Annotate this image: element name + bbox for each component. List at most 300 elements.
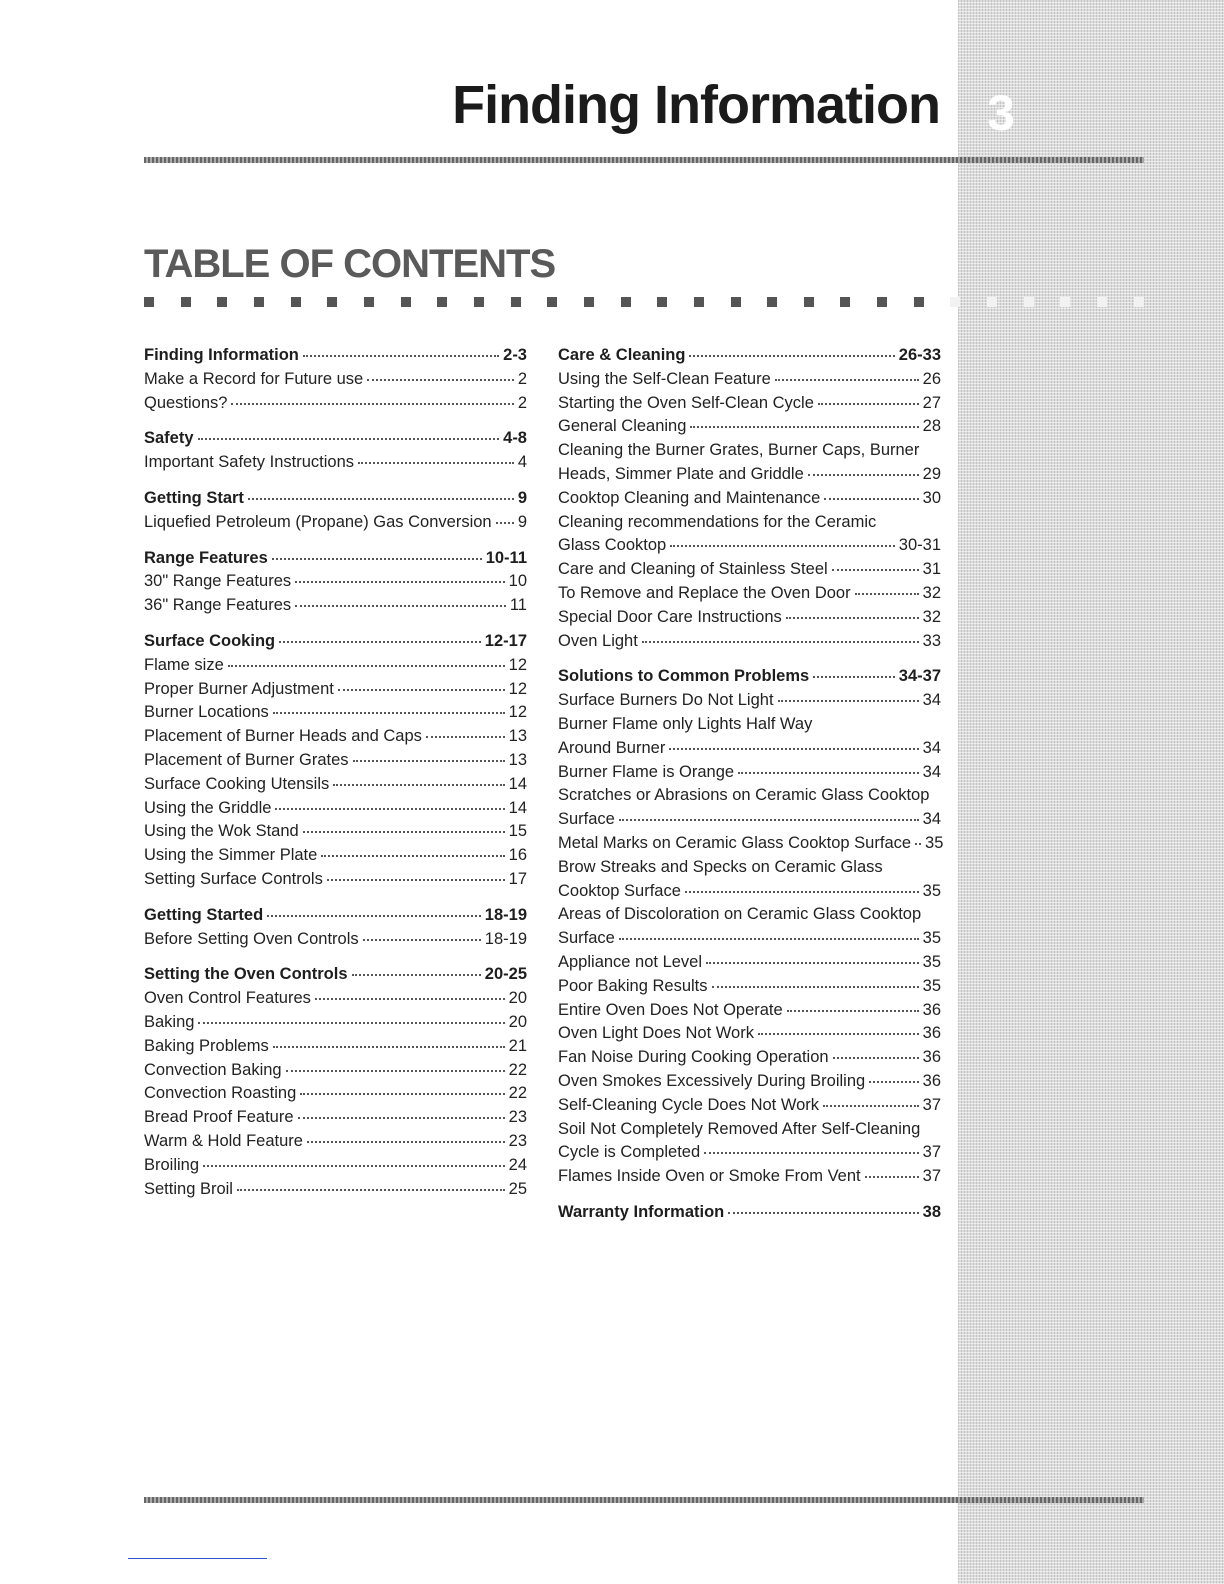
toc-entry[interactable] (144, 846, 527, 870)
toc-entry[interactable] (558, 584, 941, 608)
toc-entry[interactable] (558, 1167, 941, 1191)
toc-entry[interactable] (144, 727, 527, 751)
toc-section-label: Surface Cooking (144, 631, 276, 650)
page-number: 18-19 (484, 929, 527, 948)
page-number: 37 (922, 1143, 941, 1162)
page-number: 37 (922, 1095, 941, 1114)
page-number: 36 (922, 1000, 941, 1019)
dot-leader (496, 522, 514, 524)
page-number: 12 (508, 655, 527, 674)
toc-entry-line (558, 513, 941, 537)
dot-leader (298, 1117, 505, 1119)
toc-entry[interactable] (144, 822, 527, 846)
toc-entry[interactable] (144, 751, 527, 775)
page-number: 35 (925, 833, 944, 852)
dot-leader (712, 986, 919, 988)
page-number: 32 (922, 607, 941, 626)
page-number: 10-11 (485, 548, 527, 567)
toc-entry-label: Around Burner (558, 738, 666, 757)
toc-entry[interactable] (558, 632, 941, 656)
page-number: 37 (922, 1167, 941, 1186)
page-number: 2-3 (503, 346, 527, 364)
dot-leader (279, 641, 481, 643)
divider-square (694, 297, 704, 307)
toc-entry-label: Burner Locations (144, 703, 269, 722)
toc-section-label: Setting the Oven Controls (144, 965, 348, 984)
page-number: 20-25 (484, 965, 527, 984)
page-number: 17 (508, 869, 527, 888)
page-number: 33 (922, 631, 941, 650)
page-number: 23 (508, 1131, 527, 1150)
toc-entry-line (558, 441, 941, 465)
divider-square (1060, 297, 1070, 307)
toc-entry-label: 36" Range Features (144, 596, 292, 615)
dot-leader (327, 879, 505, 881)
toc-entry-label: Entire Oven Does Not Operate (558, 1000, 783, 1019)
toc-entry[interactable] (144, 1108, 527, 1132)
toc-entry[interactable] (144, 453, 527, 477)
toc-entry-label: Using the Wok Stand (144, 822, 299, 841)
toc-entry-label: Oven Light Does Not Work (558, 1024, 754, 1043)
toc-entry[interactable] (144, 1013, 527, 1037)
toc-entry[interactable] (144, 1037, 527, 1061)
dot-leader (295, 605, 506, 607)
toc-entry-label: Setting Broil (144, 1179, 233, 1198)
toc-section-label: Care & Cleaning (558, 346, 686, 364)
divider-square (877, 297, 887, 307)
toc-entry-label: Using the Griddle (144, 798, 272, 817)
divider-square (584, 297, 594, 307)
toc-entry[interactable] (144, 703, 527, 727)
dot-leader (358, 462, 514, 464)
toc-entry-label: Oven Light (558, 631, 638, 650)
divider-square (731, 297, 741, 307)
toc-entry-label: General Cleaning (558, 417, 687, 436)
dot-leader (619, 938, 919, 940)
toc-entry-label: Proper Burner Adjustment (144, 679, 334, 698)
dot-leader (915, 843, 921, 845)
toc-entry-label: Surface (558, 810, 615, 829)
square-divider (144, 297, 1144, 309)
divider-square (181, 297, 191, 307)
toc-entry-label: Metal Marks on Ceramic Glass Cooktop Surface (558, 833, 912, 852)
toc-entry[interactable] (558, 489, 941, 513)
toc-entry[interactable] (144, 1180, 527, 1204)
dot-leader (775, 379, 919, 381)
toc-section[interactable] (144, 429, 527, 453)
dot-leader (300, 1093, 504, 1095)
toc-entry-label: Bread Proof Feature (144, 1108, 294, 1127)
page-number: 2 (517, 393, 527, 412)
toc-entry-line (558, 858, 941, 882)
page-number: 36 (922, 1048, 941, 1067)
page-number: 14 (508, 774, 527, 793)
toc-entry[interactable] (558, 953, 941, 977)
toc-entry-label: Care and Cleaning of Stainless Steel (558, 560, 828, 579)
toc-entry[interactable] (144, 775, 527, 799)
dot-leader (855, 593, 919, 595)
toc-entry-label: Setting Surface Controls (144, 869, 323, 888)
toc-entry-label: Using the Self-Clean Feature (558, 369, 771, 388)
dot-leader (642, 641, 919, 643)
toc-entry[interactable] (558, 763, 941, 787)
page-number: 35 (922, 952, 941, 971)
toc-entry-label: Important Safety Instructions (144, 453, 355, 472)
page-number: 23 (508, 1108, 527, 1127)
toc-entry-label: Cooktop Surface (558, 881, 681, 900)
toc-section[interactable] (558, 667, 941, 691)
dot-leader (353, 760, 505, 762)
dot-leader (704, 1152, 919, 1154)
toc-entry[interactable] (558, 810, 941, 834)
page-number: 16 (508, 846, 527, 865)
toc-entry-label: Appliance not Level (558, 952, 703, 971)
page-number: 35 (922, 976, 941, 995)
page-number: 35 (922, 929, 941, 948)
divider-square (1024, 297, 1034, 307)
page-number: 13 (508, 727, 527, 746)
dot-leader (272, 558, 482, 560)
dot-leader (685, 891, 919, 893)
toc-section-label: Solutions to Common Problems (558, 667, 810, 686)
page-number: 31 (922, 560, 941, 579)
toc-entry-label: Cycle is Completed (558, 1143, 701, 1162)
page-number: 34 (922, 691, 941, 710)
page-number: 20 (508, 989, 527, 1008)
toc-entry[interactable] (558, 417, 941, 441)
toc-section[interactable] (144, 965, 527, 989)
dot-leader (228, 665, 505, 667)
toc-entry-label: 30" Range Features (144, 572, 292, 591)
divider-square (217, 297, 227, 307)
divider-square (914, 297, 924, 307)
toc-entry-line (558, 1120, 941, 1144)
toc-entry-label: Burner Flame only Lights Half Way (558, 714, 813, 733)
dot-leader (231, 403, 513, 405)
toc-entry[interactable] (558, 1048, 941, 1072)
dot-leader (426, 736, 505, 738)
dot-leader (832, 569, 919, 571)
dot-leader (286, 1070, 505, 1072)
toc-entry[interactable] (558, 739, 941, 763)
toc-entry-label: Fan Noise During Cooking Operation (558, 1048, 829, 1067)
header-rule (144, 157, 1144, 163)
dot-leader (778, 700, 919, 702)
page-number: 30-31 (898, 536, 941, 555)
toc-entry-label: Glass Cooktop (558, 536, 667, 555)
dot-leader (808, 474, 919, 476)
toc-entry-label: Surface (558, 929, 615, 948)
toc-entry-label: Liquefied Petroleum (Propane) Gas Conversion (144, 512, 492, 531)
toc-entry[interactable] (558, 1143, 941, 1167)
toc-entry[interactable] (558, 833, 944, 858)
toc-section[interactable] (558, 346, 941, 370)
page-number: 12 (508, 679, 527, 698)
dot-leader (823, 1105, 919, 1107)
toc-entry[interactable] (144, 870, 527, 894)
toc-entry-label: Heads, Simmer Plate and Griddle (558, 464, 804, 483)
dot-leader (198, 1022, 504, 1024)
toc-entry-label: Starting the Oven Self-Clean Cycle (558, 393, 814, 412)
page-number: 11 (509, 596, 527, 615)
toc-entry-label: To Remove and Replace the Oven Door (558, 583, 851, 602)
toc-entry-label: Placement of Burner Grates (144, 750, 349, 769)
toc-entry-label: Baking (144, 1012, 195, 1031)
toc-entry-label: Questions? (144, 393, 228, 412)
divider-square (511, 297, 521, 307)
toc-entry-line (558, 786, 941, 810)
dot-leader (787, 1010, 919, 1012)
toc-entry[interactable] (558, 1024, 941, 1048)
toc-entry-label: Cleaning the Burner Grates, Burner Caps, Burner (558, 441, 920, 460)
page-number: 32 (922, 583, 941, 602)
toc-entry-label: Flames Inside Oven or Smoke From Vent (558, 1167, 861, 1186)
dot-leader (869, 1081, 918, 1083)
toc-entry-label: Broiling (144, 1155, 200, 1174)
chapter-number: 3 (987, 85, 1015, 141)
dot-leader (363, 939, 481, 941)
divider-square (1097, 297, 1107, 307)
dot-leader (295, 581, 505, 583)
page-number: 4-8 (503, 429, 527, 448)
toc-entry-label: Make a Record for Future use (144, 369, 364, 388)
toc-section-label: Getting Start (144, 488, 244, 507)
page-number: 26 (922, 369, 941, 388)
toc-entry-label: Cleaning recommendations for the Ceramic (558, 512, 877, 531)
dot-leader (267, 915, 481, 917)
dot-leader (818, 403, 919, 405)
toc-entry[interactable] (558, 560, 941, 584)
page-number: 38 (922, 1202, 941, 1221)
dot-leader (689, 355, 894, 357)
toc-entry-label: Scratches or Abrasions on Ceramic Glass Cooktop (558, 786, 930, 805)
toc-left-column (144, 346, 527, 1203)
page-number: 14 (508, 798, 527, 817)
page-number: 12-17 (484, 631, 527, 650)
dot-leader (275, 808, 504, 810)
dot-leader (333, 784, 504, 786)
dot-leader (813, 676, 895, 678)
page-number: 21 (508, 1036, 527, 1055)
page-number: 34 (922, 810, 941, 829)
page-number: 28 (922, 417, 941, 436)
divider-square (437, 297, 447, 307)
page-number: 26-33 (898, 346, 941, 364)
toc-entry[interactable] (144, 572, 527, 596)
toc-entry[interactable] (558, 1001, 941, 1025)
toc-entry-label: Oven Control Features (144, 989, 311, 1008)
dot-leader (367, 379, 514, 381)
page-number: 36 (922, 1071, 941, 1090)
dot-leader (786, 617, 919, 619)
toc-entry[interactable] (144, 930, 527, 954)
page-number: 36 (922, 1024, 941, 1043)
toc-entry-label: Before Setting Oven Controls (144, 929, 359, 948)
divider-square (840, 297, 850, 307)
page-number: 18-19 (484, 905, 527, 924)
divider-square (657, 297, 667, 307)
divider-square (621, 297, 631, 307)
dot-leader (728, 1212, 918, 1214)
toc-section[interactable] (558, 1203, 941, 1227)
toc-entry[interactable] (558, 977, 941, 1001)
toc-entry-label: Soil Not Completely Removed After Self-Cleaning (558, 1119, 921, 1138)
toc-entry[interactable] (144, 799, 527, 823)
toc-entry[interactable] (144, 656, 527, 680)
toc-entry[interactable] (558, 1072, 941, 1096)
toc-section[interactable] (144, 346, 527, 370)
toc-entry-label: Special Door Care Instructions (558, 607, 782, 626)
divider-square (254, 297, 264, 307)
toc-section-label: Warranty Information (558, 1202, 725, 1221)
dot-leader (352, 974, 481, 976)
page-number: 27 (922, 393, 941, 412)
toc-entry-label: Convection Baking (144, 1060, 282, 1079)
toc-entry[interactable] (558, 882, 941, 906)
toc-entry[interactable] (558, 1096, 941, 1120)
toc-heading: TABLE OF CONTENTS (144, 242, 556, 286)
toc-entry-line (558, 905, 941, 929)
footer-rule (144, 1497, 1144, 1503)
toc-entry[interactable] (144, 680, 527, 704)
dot-leader (669, 748, 918, 750)
divider-square (1134, 297, 1144, 307)
toc-entry[interactable] (144, 370, 527, 394)
toc-entry[interactable] (144, 1084, 527, 1108)
toc-section[interactable] (144, 549, 527, 573)
toc-entry-label: Brow Streaks and Specks on Ceramic Glass (558, 857, 883, 876)
dot-leader (833, 1057, 919, 1059)
toc-entry[interactable] (144, 513, 527, 537)
dot-leader (307, 1141, 505, 1143)
toc-entry[interactable] (558, 465, 941, 489)
page-number: 9 (517, 488, 527, 507)
page-number: 34 (922, 762, 941, 781)
toc-entry-label: Areas of Discoloration on Ceramic Glass Cooktop (558, 905, 922, 924)
toc-entry-label: Surface Burners Do Not Light (558, 691, 774, 710)
divider-square (291, 297, 301, 307)
dot-leader (738, 772, 919, 774)
toc-right-column (558, 346, 944, 1227)
toc-section-label: Range Features (144, 548, 268, 567)
dot-leader (690, 426, 918, 428)
toc-entry-label: Flame size (144, 655, 224, 674)
toc-entry-label: Oven Smokes Excessively During Broiling (558, 1071, 866, 1090)
divider-square (144, 297, 154, 307)
toc-entry[interactable] (144, 394, 527, 418)
toc-entry[interactable] (144, 1061, 527, 1085)
divider-square (327, 297, 337, 307)
page-number: 35 (922, 881, 941, 900)
divider-square (474, 297, 484, 307)
dot-leader (321, 855, 504, 857)
toc-section-label: Finding Information (144, 346, 299, 364)
toc-entry[interactable] (558, 929, 941, 953)
dot-leader (248, 498, 514, 500)
dot-leader (303, 831, 505, 833)
toc-entry-label: Using the Simmer Plate (144, 846, 318, 865)
page-number: 34 (922, 738, 941, 757)
toc-entry[interactable] (558, 394, 941, 418)
dot-leader (315, 998, 505, 1000)
toc-entry[interactable] (144, 596, 527, 620)
toc-entry-label: Burner Flame is Orange (558, 762, 735, 781)
dot-leader (237, 1189, 505, 1191)
dot-leader (338, 689, 505, 691)
divider-square (767, 297, 777, 307)
toc-entry[interactable] (144, 1156, 527, 1180)
page-number: 15 (508, 822, 527, 841)
page-number: 34-37 (898, 667, 941, 686)
dot-leader (824, 498, 918, 500)
toc-entry[interactable] (558, 608, 941, 632)
toc-section-label: Getting Started (144, 905, 264, 924)
dot-leader (758, 1033, 919, 1035)
dot-leader (273, 712, 505, 714)
toc-entry[interactable] (144, 1132, 527, 1156)
page-number: 30 (922, 488, 941, 507)
toc-entry[interactable] (558, 691, 941, 715)
toc-entry[interactable] (558, 370, 941, 394)
page-number: 4 (517, 453, 527, 472)
page-title: Finding Information (452, 75, 940, 135)
toc-section-label: Safety (144, 429, 194, 448)
toc-section[interactable] (144, 489, 527, 513)
page-number: 13 (508, 750, 527, 769)
toc-entry-label: Convection Roasting (144, 1084, 297, 1103)
dot-leader (865, 1176, 919, 1178)
page-number: 22 (508, 1084, 527, 1103)
divider-square (804, 297, 814, 307)
toc-entry-label: Poor Baking Results (558, 976, 708, 995)
toc-entry-label: Surface Cooking Utensils (144, 774, 330, 793)
toc-entry-label: Cooktop Cleaning and Maintenance (558, 488, 821, 507)
divider-square (987, 297, 997, 307)
divider-square (364, 297, 374, 307)
page-number: 20 (508, 1012, 527, 1031)
page-number: 2 (517, 369, 527, 388)
toc-entry-label: Baking Problems (144, 1036, 269, 1055)
toc-entry[interactable] (558, 536, 941, 560)
footer-link-underline (128, 1558, 267, 1559)
dot-leader (670, 545, 895, 547)
page-number: 12 (508, 703, 527, 722)
toc-entry[interactable] (144, 989, 527, 1013)
page-number: 25 (508, 1179, 527, 1198)
dot-leader (203, 1165, 505, 1167)
page-number: 22 (508, 1060, 527, 1079)
toc-entry-line (558, 715, 941, 739)
toc-section[interactable] (144, 632, 527, 656)
page-number: 29 (922, 464, 941, 483)
divider-square (547, 297, 557, 307)
dot-leader (619, 819, 919, 821)
dot-leader (273, 1046, 505, 1048)
side-band (958, 0, 1224, 1584)
toc-entry-label: Warm & Hold Feature (144, 1131, 303, 1150)
toc-section[interactable] (144, 906, 527, 930)
toc-entry-label: Placement of Burner Heads and Caps (144, 727, 422, 746)
divider-square (950, 297, 960, 307)
page-number: 9 (517, 512, 527, 531)
toc-entry-label: Self-Cleaning Cycle Does Not Work (558, 1095, 820, 1114)
dot-leader (303, 355, 499, 357)
dot-leader (706, 962, 919, 964)
divider-square (401, 297, 411, 307)
page-number: 10 (508, 572, 527, 591)
page-number: 24 (508, 1155, 527, 1174)
dot-leader (198, 438, 500, 440)
